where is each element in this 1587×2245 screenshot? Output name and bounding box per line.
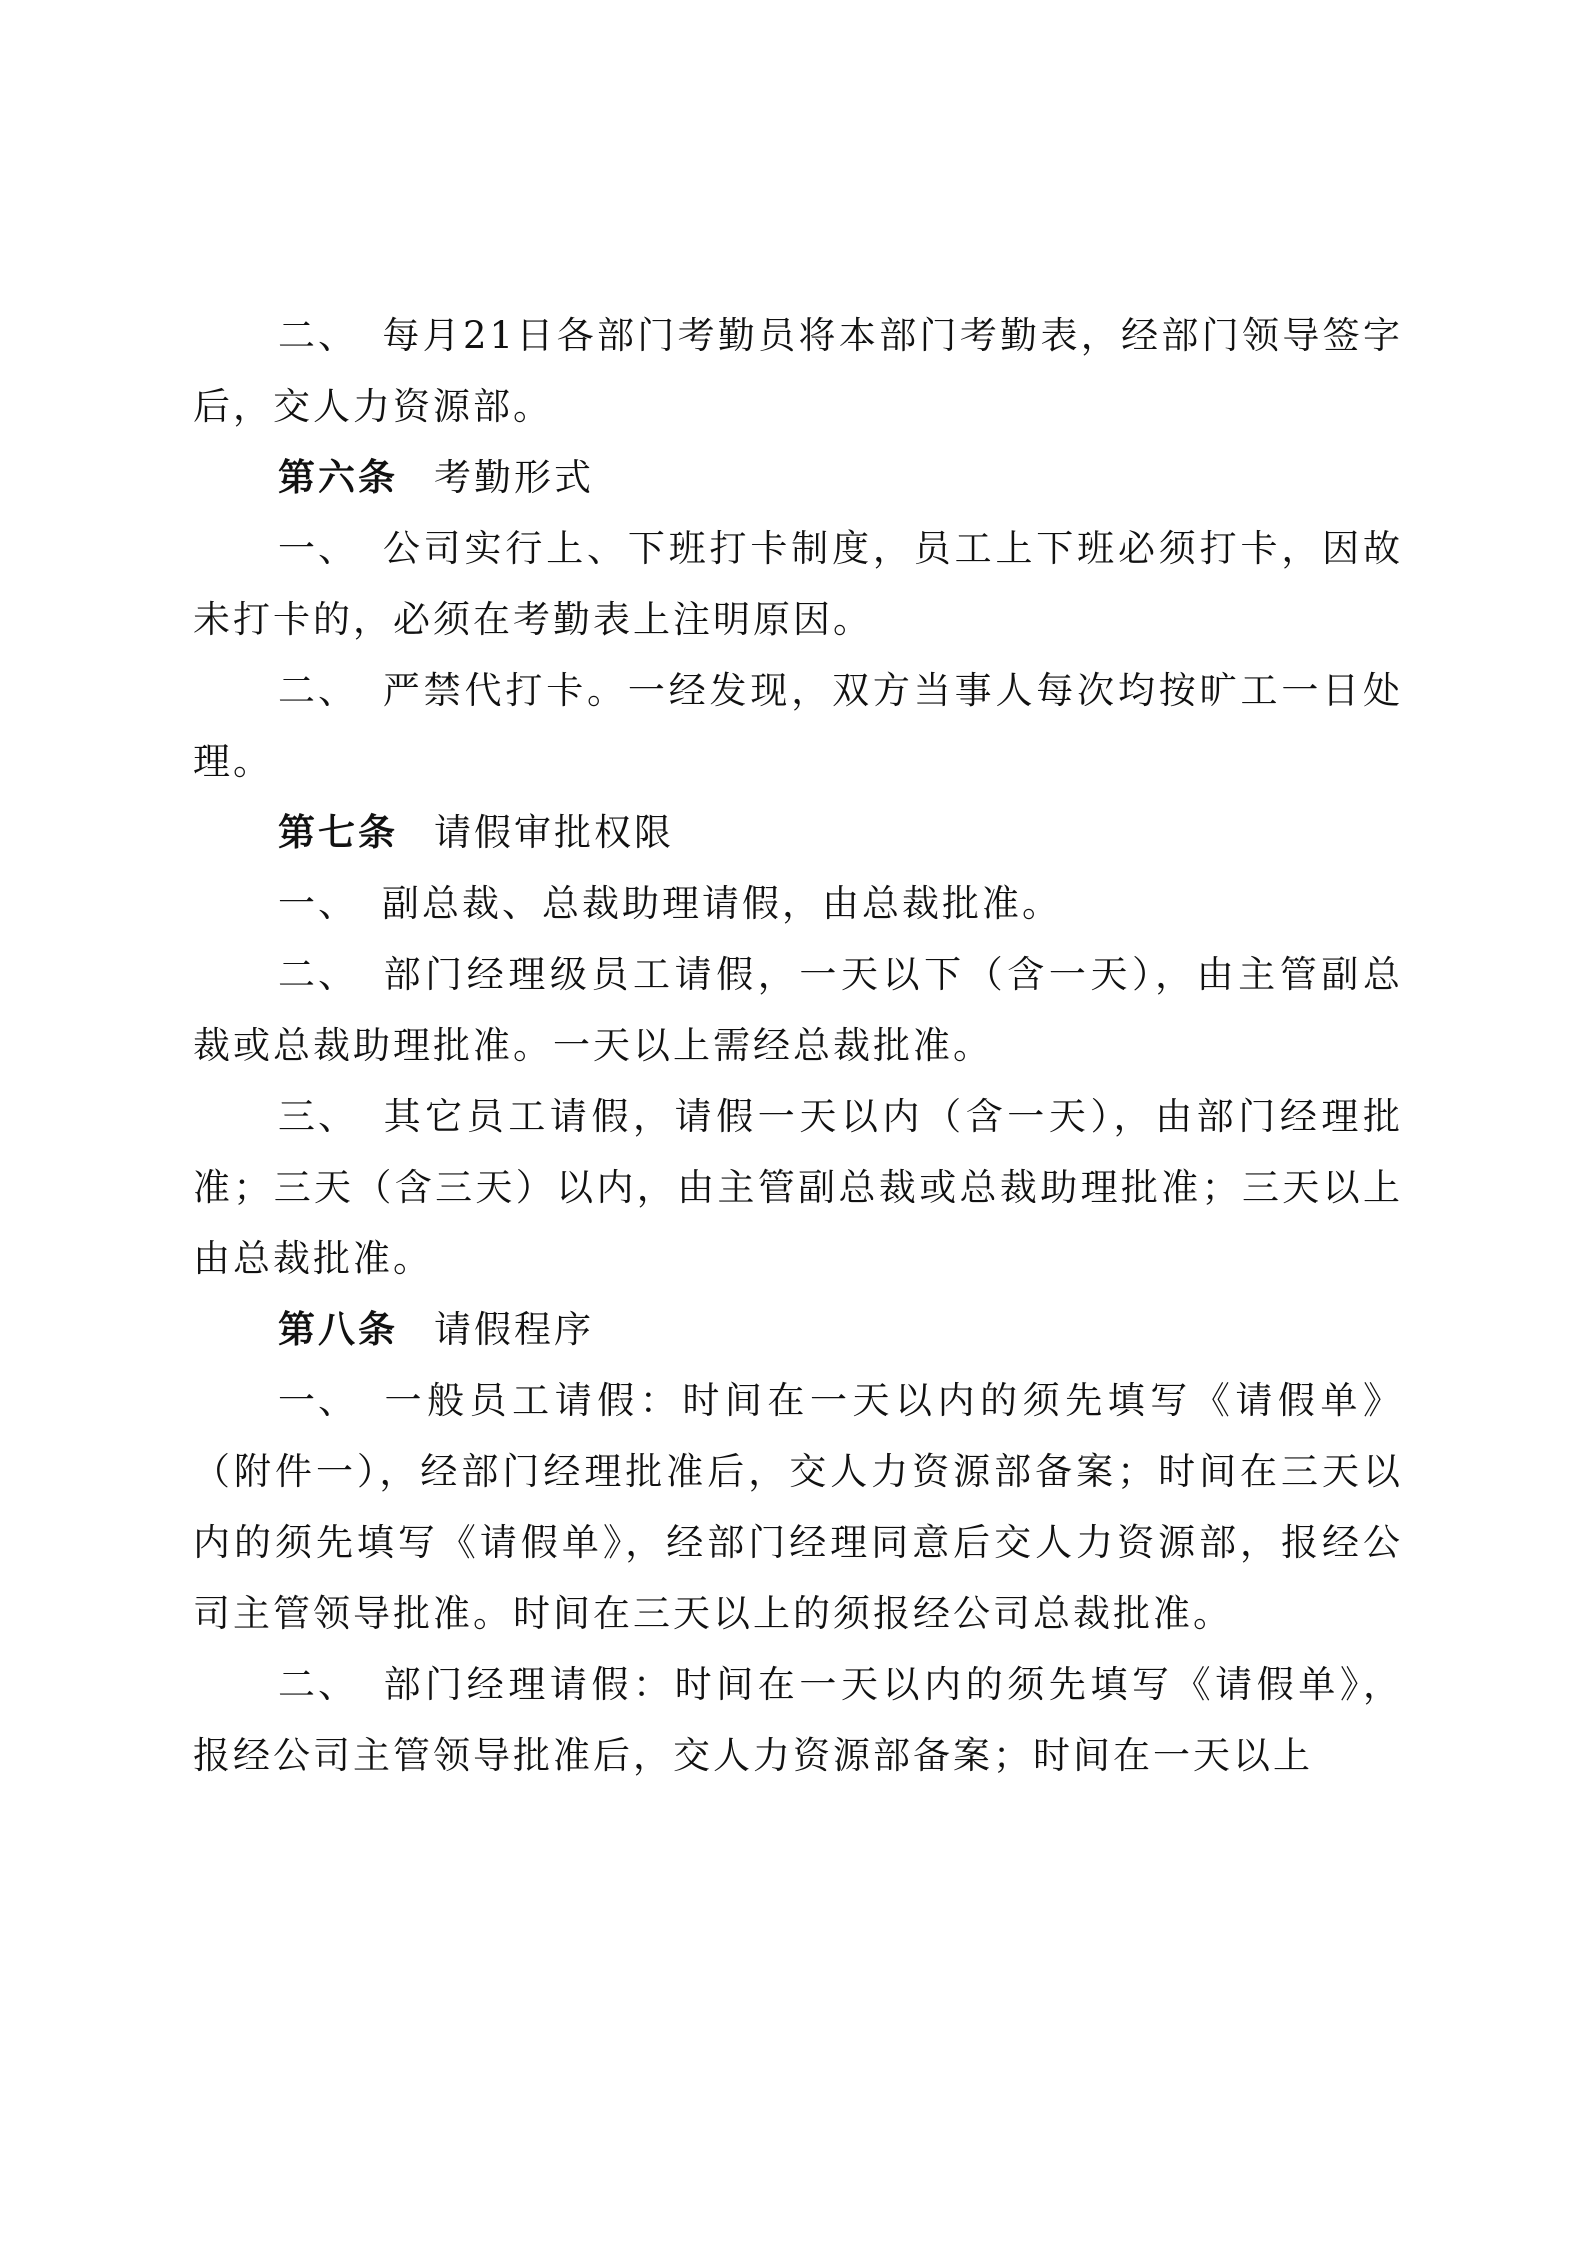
article-title: 请假审批权限 bbox=[434, 811, 674, 854]
paragraph-text: 严禁代打卡。一经发现，双方当事人每次均按旷工一日处理。 bbox=[193, 669, 1403, 783]
item-number: 一、 bbox=[278, 882, 358, 925]
paragraph-6-2 bbox=[193, 655, 1403, 797]
paragraph-8-2 bbox=[193, 1649, 1403, 1791]
paragraph-8-1 bbox=[193, 1365, 1403, 1649]
paragraph-7-2 bbox=[193, 939, 1403, 1081]
item-number: 二、 bbox=[278, 314, 358, 357]
paragraph-text: 副总裁、总裁助理请假，由总裁批准。 bbox=[382, 882, 1062, 925]
paragraph-text: 部门经理请假：时间在一天以内的须先填写《请假单》，报经公司主管领导批准后，交人力资源部备案；时间在一天以上 bbox=[193, 1663, 1403, 1777]
paragraph-6-1 bbox=[193, 513, 1403, 655]
article-number: 第八条 bbox=[278, 1308, 398, 1351]
item-number: 一、 bbox=[278, 527, 358, 570]
article-heading-7 bbox=[193, 797, 1403, 868]
article-title: 考勤形式 bbox=[434, 456, 594, 499]
paragraph-7-1 bbox=[193, 868, 1403, 939]
item-number: 二、 bbox=[278, 669, 358, 712]
paragraph-text: 公司实行上、下班打卡制度，员工上下班必须打卡，因故未打卡的，必须在考勤表上注明原因。 bbox=[193, 527, 1403, 641]
paragraph-text: 其它员工请假，请假一天以内（含一天），由部门经理批准；三天（含三天）以内，由主管副总裁或总裁助理批准；三天以上由总裁批准。 bbox=[193, 1095, 1403, 1280]
paragraph-text: 一般员工请假：时间在一天以内的须先填写《请假单》（附件一），经部门经理批准后，交人力资源部备案；时间在三天以内的须先填写《请假单》，经部门经理同意后交人力资源部，报经公司主管领导批准。时间在三天以上的须报经公司总裁批准。 bbox=[193, 1379, 1403, 1635]
article-number: 第七条 bbox=[278, 811, 398, 854]
paragraph-5-2 bbox=[193, 300, 1403, 442]
item-number: 二、 bbox=[278, 953, 358, 996]
item-number: 二、 bbox=[278, 1663, 358, 1706]
paragraph-text: 部门经理级员工请假，一天以下（含一天），由主管副总裁或总裁助理批准。一天以上需经总裁批准。 bbox=[193, 953, 1403, 1067]
item-number: 三、 bbox=[278, 1095, 358, 1138]
document-page bbox=[193, 300, 1403, 1791]
paragraph-7-3 bbox=[193, 1081, 1403, 1294]
article-number: 第六条 bbox=[278, 456, 398, 499]
item-number: 一、 bbox=[278, 1379, 358, 1422]
paragraph-text: 每月21日各部门考勤员将本部门考勤表，经部门领导签字后，交人力资源部。 bbox=[193, 314, 1403, 428]
article-title: 请假程序 bbox=[434, 1308, 594, 1351]
article-heading-8 bbox=[193, 1294, 1403, 1365]
article-heading-6 bbox=[193, 442, 1403, 513]
